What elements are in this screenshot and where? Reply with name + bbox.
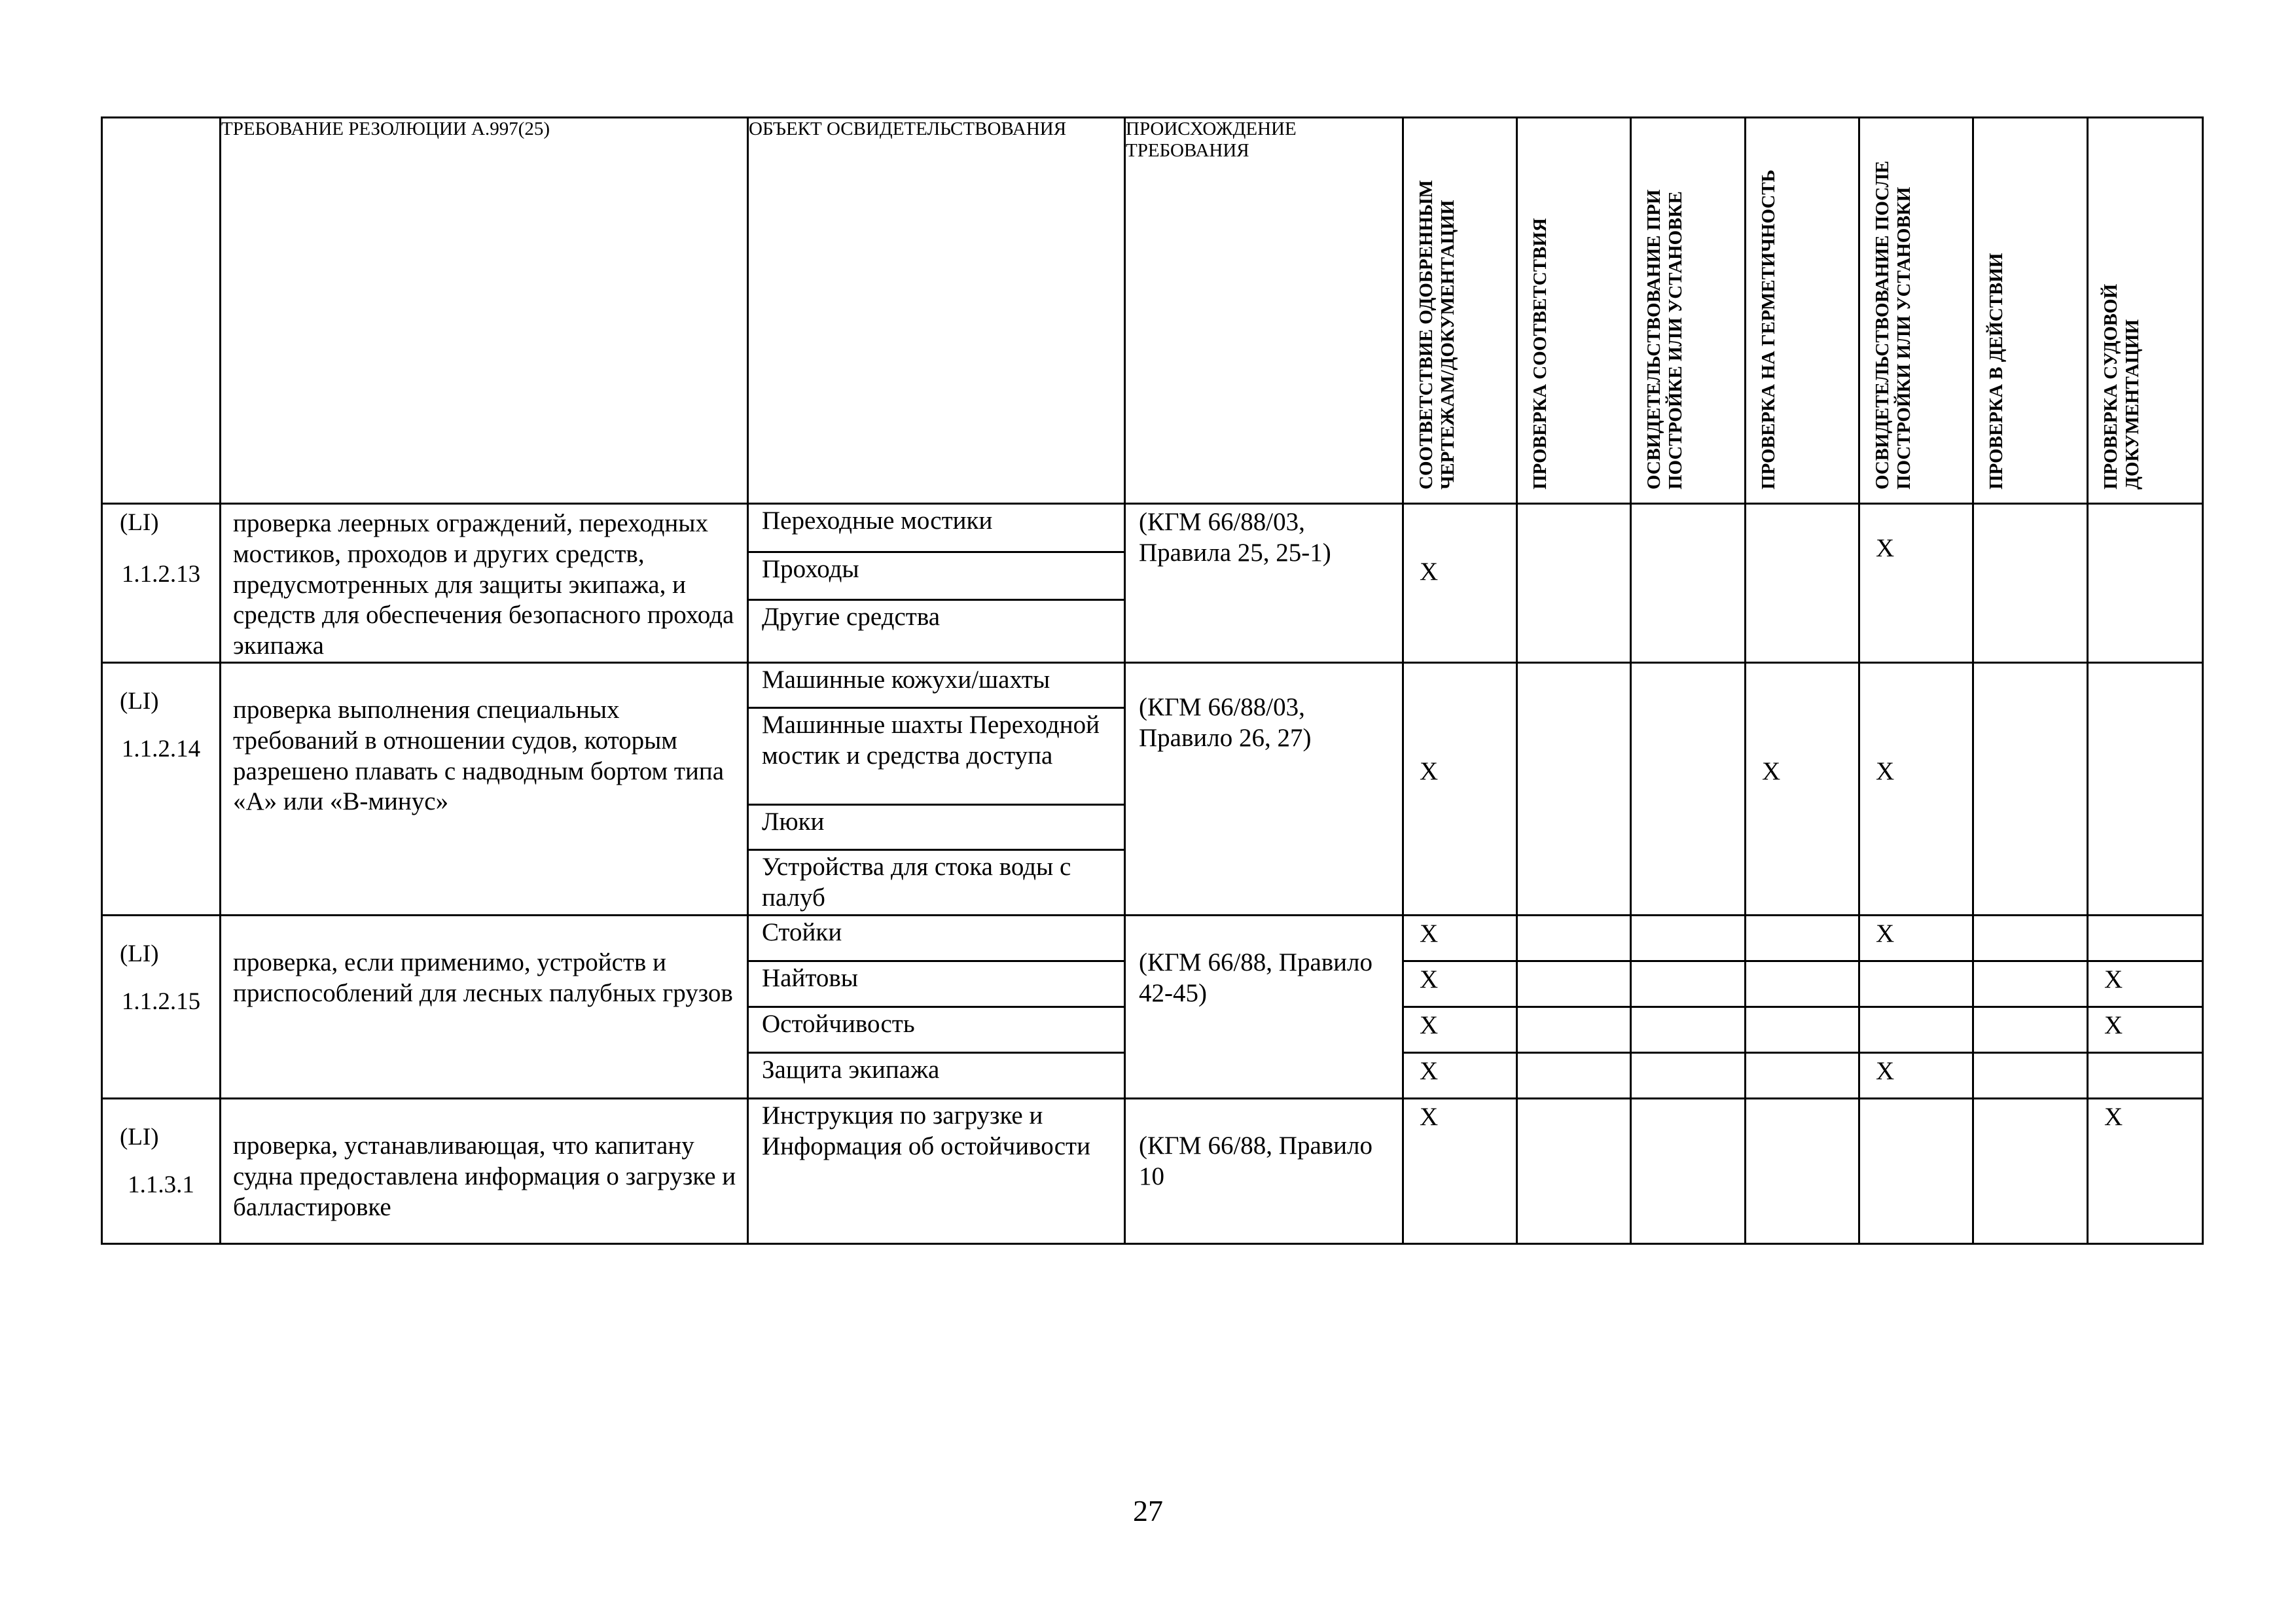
- row-origin: (КГМ 66/88/03, Правило 26, 27): [1125, 662, 1403, 915]
- row-number: 1.1.3.1: [128, 1171, 194, 1198]
- empty-cell: [1631, 915, 1746, 961]
- table-row: [102, 662, 2203, 707]
- row-tag: (LI): [120, 940, 159, 967]
- empty-cell: [2088, 662, 2203, 915]
- row-id: [102, 915, 221, 1098]
- empty-cell: [1746, 1098, 1859, 1243]
- row-id: [102, 504, 221, 663]
- row-object: Машинные шахты Переходной мостик и средства доступа: [748, 707, 1125, 804]
- empty-cell: [1973, 1052, 2088, 1098]
- mark-c1: X: [1403, 961, 1517, 1007]
- row-number: 1.1.2.15: [121, 988, 201, 1015]
- row-tag: (LI): [120, 509, 159, 536]
- mark-c5: X: [1859, 915, 1973, 961]
- row-object: Остойчивость: [748, 1007, 1125, 1052]
- row-tag: (LI): [120, 687, 159, 715]
- empty-cell: [1517, 504, 1631, 663]
- mark-c1: X: [1403, 504, 1517, 663]
- row-object: Устройства для стока воды с палуб: [748, 849, 1125, 915]
- header-compliance-check: [1517, 118, 1631, 504]
- empty-cell: [1746, 961, 1859, 1007]
- table-row: [102, 1098, 2203, 1243]
- header-id: [102, 118, 221, 504]
- row-object: Инструкция по загрузке и Информация об остойчивости: [748, 1098, 1125, 1243]
- mark-c5: X: [1859, 1052, 1973, 1098]
- mark-c7: X: [2088, 961, 2203, 1007]
- row-origin: (КГМ 66/88, Правило 42-45): [1125, 915, 1403, 1098]
- header-c7-text: ПРОВЕРКА СУДОВОЙ ДОКУМЕНТАЦИИ: [2100, 283, 2144, 490]
- empty-cell: [1517, 662, 1631, 915]
- empty-cell: [1746, 1052, 1859, 1098]
- row-number: 1.1.2.13: [121, 561, 201, 588]
- empty-cell: [1859, 1007, 1973, 1052]
- header-survey-after: [1859, 118, 1973, 504]
- empty-cell: [1859, 961, 1973, 1007]
- mark-c1: X: [1403, 1098, 1517, 1243]
- row-requirement: проверка леерных ограждений, переходных мостиков, проходов и других средств, предусмотренных для защиты экипажа, и средств для обеспечения безопасного прохода экипажа: [221, 504, 748, 663]
- header-c2-text: ПРОВЕРКА СООТВЕТСТВИЯ: [1530, 218, 1551, 490]
- mark-c1: X: [1403, 662, 1517, 915]
- empty-cell: [1973, 961, 2088, 1007]
- row-object: Проходы: [748, 552, 1125, 600]
- empty-cell: [1631, 961, 1746, 1007]
- empty-cell: [2088, 1052, 2203, 1098]
- header-c5-text: ОСВИДЕТЕЛЬСТВОВАНИЕ ПОСЛЕ ПОСТРОЙКИ ИЛИ УСТАНОВКИ: [1872, 160, 1915, 490]
- header-c6-text: ПРОВЕРКА В ДЕЙСТВИИ: [1986, 253, 2007, 490]
- page-number: 27: [1133, 1494, 1163, 1527]
- empty-cell: [1631, 1098, 1746, 1243]
- empty-cell: [1973, 1007, 2088, 1052]
- row-number: 1.1.2.14: [121, 735, 201, 762]
- empty-cell: [1973, 1098, 2088, 1243]
- empty-cell: [1517, 1007, 1631, 1052]
- row-object: Найтовы: [748, 961, 1125, 1007]
- header-c4-text: ПРОВЕРКА НА ГЕРМЕТИЧНОСТЬ: [1758, 169, 1779, 490]
- mark-c5: X: [1859, 662, 1973, 915]
- empty-cell: [1631, 504, 1746, 663]
- mark-c1: X: [1403, 1007, 1517, 1052]
- header-object: ОБЪЕКТ ОСВИДЕТЕЛЬСТВОВАНИЯ: [748, 118, 1125, 504]
- empty-cell: [1631, 662, 1746, 915]
- mark-c4: X: [1746, 662, 1859, 915]
- row-object: Другие средства: [748, 600, 1125, 663]
- survey-table: [101, 116, 2204, 1245]
- header-row: [102, 118, 2203, 504]
- mark-c5: X: [1859, 504, 1973, 663]
- row-requirement: проверка, если применимо, устройств и приспособлений для лесных палубных грузов: [221, 915, 748, 1098]
- row-id: [102, 1098, 221, 1243]
- header-compliance-drawings: [1403, 118, 1517, 504]
- mark-c1: X: [1403, 915, 1517, 961]
- row-origin: (КГМ 66/88, Правило 10: [1125, 1098, 1403, 1243]
- empty-cell: [1859, 1098, 1973, 1243]
- header-origin: ПРОИСХОЖДЕНИЕ ТРЕБОВАНИЯ: [1125, 118, 1403, 504]
- empty-cell: [1746, 915, 1859, 961]
- empty-cell: [1517, 915, 1631, 961]
- empty-cell: [2088, 915, 2203, 961]
- header-survey-construction: [1631, 118, 1746, 504]
- row-object: Стойки: [748, 915, 1125, 961]
- empty-cell: [1631, 1052, 1746, 1098]
- header-requirement: ТРЕБОВАНИЕ РЕЗОЛЮЦИИ А.997(25): [221, 118, 748, 504]
- header-c3-text: ОСВИДЕТЕЛЬСТВОВАНИЕ ПРИ ПОСТРОЙКЕ ИЛИ УСТАНОВКЕ: [1643, 189, 1687, 490]
- row-tag: (LI): [120, 1123, 159, 1150]
- row-origin: (КГМ 66/88/03, Правила 25, 25-1): [1125, 504, 1403, 663]
- mark-c7: X: [2088, 1098, 2203, 1243]
- table-row: [102, 915, 2203, 961]
- row-object: Люки: [748, 804, 1125, 849]
- table-row: [102, 504, 2203, 552]
- empty-cell: [1746, 504, 1859, 663]
- row-requirement: проверка выполнения специальных требований в отношении судов, которым разрешено плавать с надводным бортом типа «А» или «В-минус»: [221, 662, 748, 915]
- empty-cell: [2088, 504, 2203, 663]
- empty-cell: [1517, 1052, 1631, 1098]
- header-tightness-check: [1746, 118, 1859, 504]
- row-requirement: проверка, устанавливающая, что капитану судна предоставлена информация о загрузке и балластировке: [221, 1098, 748, 1243]
- empty-cell: [1631, 1007, 1746, 1052]
- empty-cell: [1973, 915, 2088, 961]
- empty-cell: [1517, 961, 1631, 1007]
- header-operation-check: [1973, 118, 2088, 504]
- empty-cell: [1746, 1007, 1859, 1052]
- row-object: Защита экипажа: [748, 1052, 1125, 1098]
- header-documentation-check: [2088, 118, 2203, 504]
- mark-c1: X: [1403, 1052, 1517, 1098]
- mark-c7: X: [2088, 1007, 2203, 1052]
- row-object: Машинные кожухи/шахты: [748, 662, 1125, 707]
- row-id: [102, 662, 221, 915]
- empty-cell: [1973, 662, 2088, 915]
- empty-cell: [1973, 504, 2088, 663]
- empty-cell: [1517, 1098, 1631, 1243]
- header-c1-text: СООТВЕТСТВИЕ ОДОБРЕННЫМ ЧЕРТЕЖАМ/ДОКУМЕНТАЦИИ: [1416, 179, 1459, 490]
- row-object: Переходные мостики: [748, 504, 1125, 552]
